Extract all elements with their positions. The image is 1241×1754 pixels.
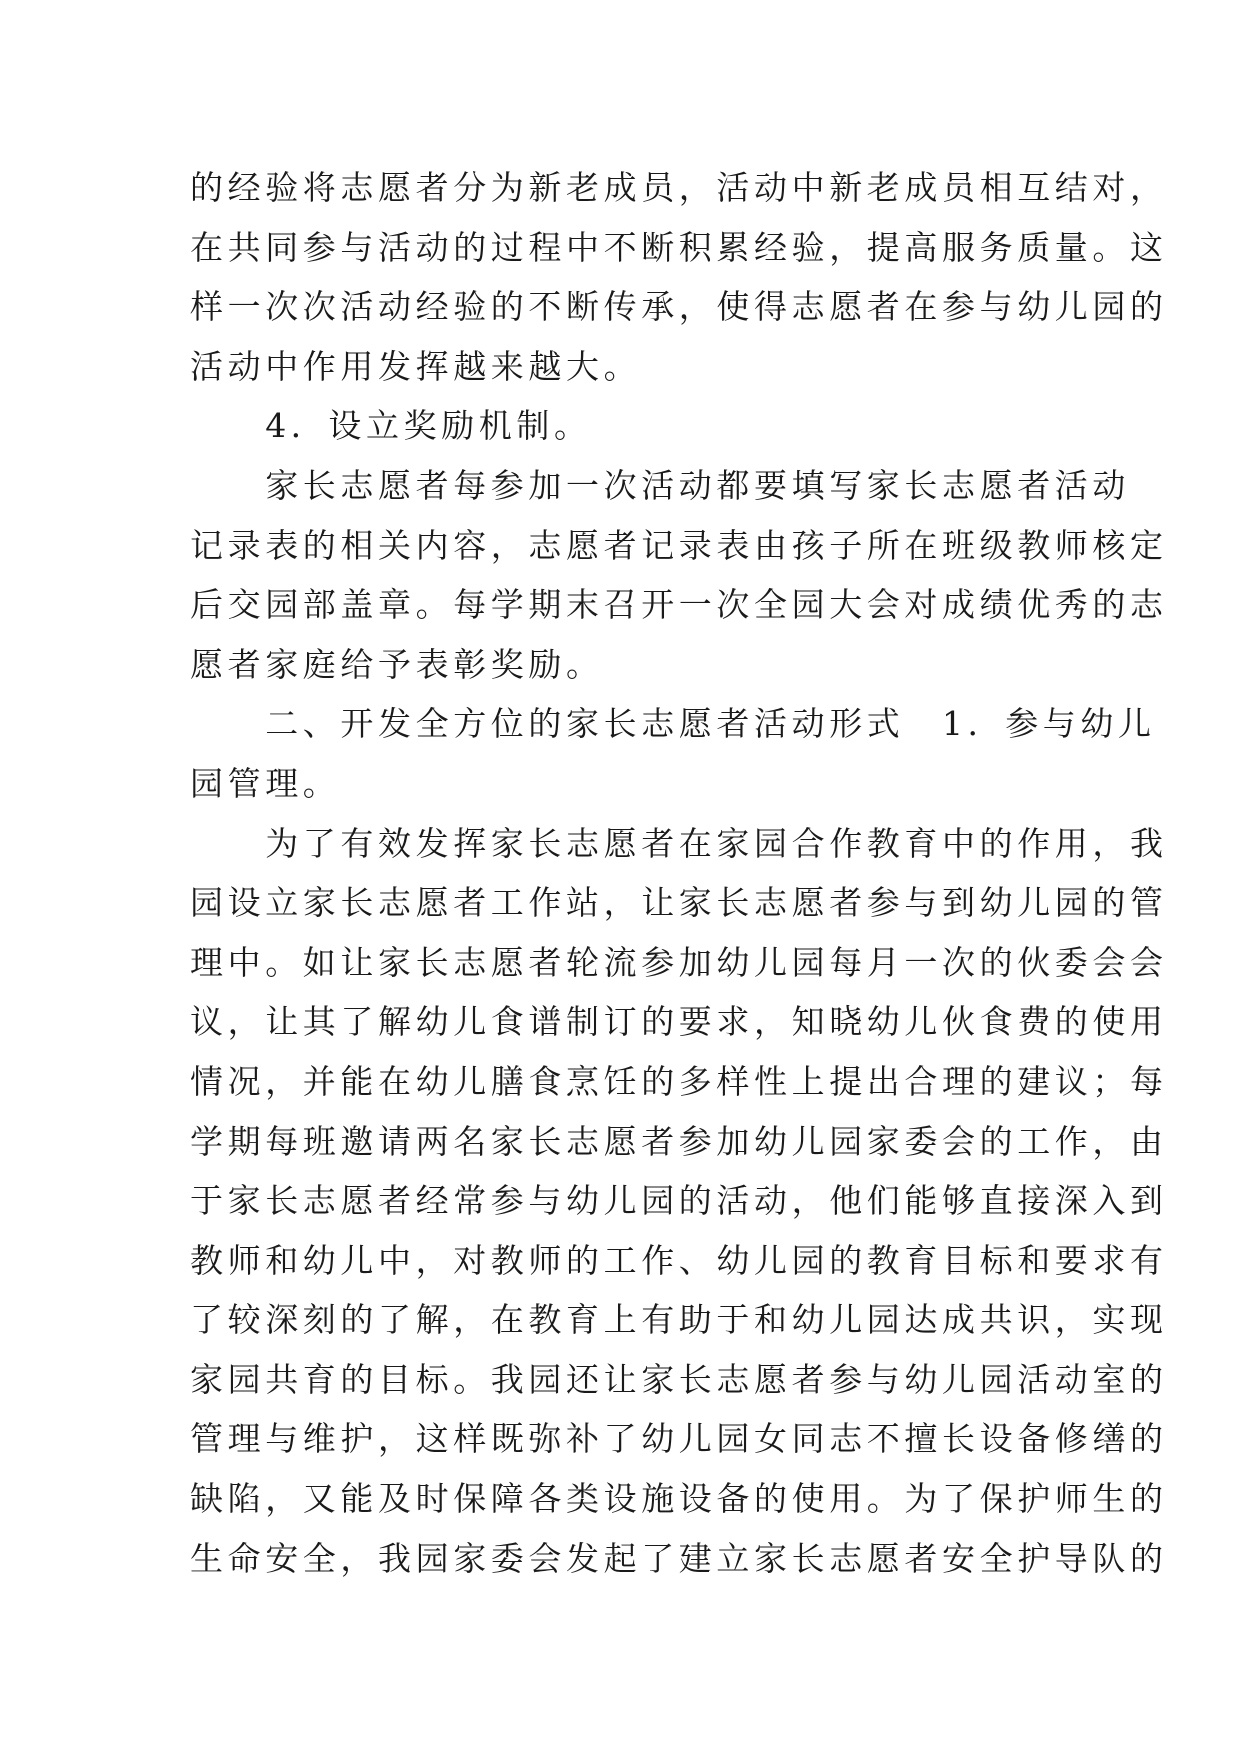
text-line: 家园共育的目标。我园还让家长志愿者参与幼儿园活动室的 bbox=[190, 1359, 1168, 1399]
text-line: 家长志愿者每参加一次活动都要填写家长志愿者活动 bbox=[190, 465, 1130, 505]
text-line: 愿者家庭给予表彰奖励。 bbox=[190, 644, 604, 684]
text-line: 生命安全，我园家委会发起了建立家长志愿者安全护导队的 bbox=[190, 1538, 1168, 1578]
text-line: 情况，并能在幼儿膳食烹饪的多样性上提出合理的建议；每 bbox=[190, 1061, 1168, 1101]
text-line: 于家长志愿者经常参与幼儿园的活动，他们能够直接深入到 bbox=[190, 1181, 1168, 1221]
section-heading: 4．设立奖励机制。 bbox=[190, 406, 592, 446]
text-line: 教师和幼儿中，对教师的工作、幼儿园的教育目标和要求有 bbox=[190, 1240, 1168, 1280]
text-line: 了较深刻的了解，在教育上有助于和幼儿园达成共识，实现 bbox=[190, 1300, 1168, 1340]
section-heading: 二、开发全方位的家长志愿者活动形式 1．参与幼儿 bbox=[190, 704, 1156, 744]
text-line: 园设立家长志愿者工作站，让家长志愿者参与到幼儿园的管 bbox=[190, 883, 1168, 923]
text-line: 在共同参与活动的过程中不断积累经验，提高服务质量。这 bbox=[190, 227, 1168, 267]
text-line: 缺陷，又能及时保障各类设施设备的使用。为了保护师生的 bbox=[190, 1479, 1168, 1519]
text-line: 园管理。 bbox=[190, 763, 341, 803]
text-line: 后交园部盖章。每学期末召开一次全园大会对成绩优秀的志 bbox=[190, 585, 1168, 625]
text-line: 样一次次活动经验的不断传承，使得志愿者在参与幼儿园的 bbox=[190, 287, 1168, 327]
text-line: 为了有效发挥家长志愿者在家园合作教育中的作用，我 bbox=[190, 823, 1168, 863]
text-line: 的经验将志愿者分为新老成员，活动中新老成员相互结对， bbox=[190, 168, 1168, 207]
text-line: 议，让其了解幼儿食谱制订的要求，知晓幼儿伙食费的使用 bbox=[190, 1002, 1168, 1042]
text-line: 学期每班邀请两名家长志愿者参加幼儿园家委会的工作，由 bbox=[190, 1121, 1168, 1161]
text-line: 管理与维护，这样既弥补了幼儿园女同志不擅长设备修缮的 bbox=[190, 1419, 1168, 1459]
text-line: 理中。如让家长志愿者轮流参加幼儿园每月一次的伙委会会 bbox=[190, 942, 1168, 982]
text-line: 记录表的相关内容，志愿者记录表由孩子所在班级教师核定 bbox=[190, 525, 1168, 565]
body-text bbox=[190, 158, 1168, 1588]
text-line: 活动中作用发挥越来越大。 bbox=[190, 346, 642, 386]
